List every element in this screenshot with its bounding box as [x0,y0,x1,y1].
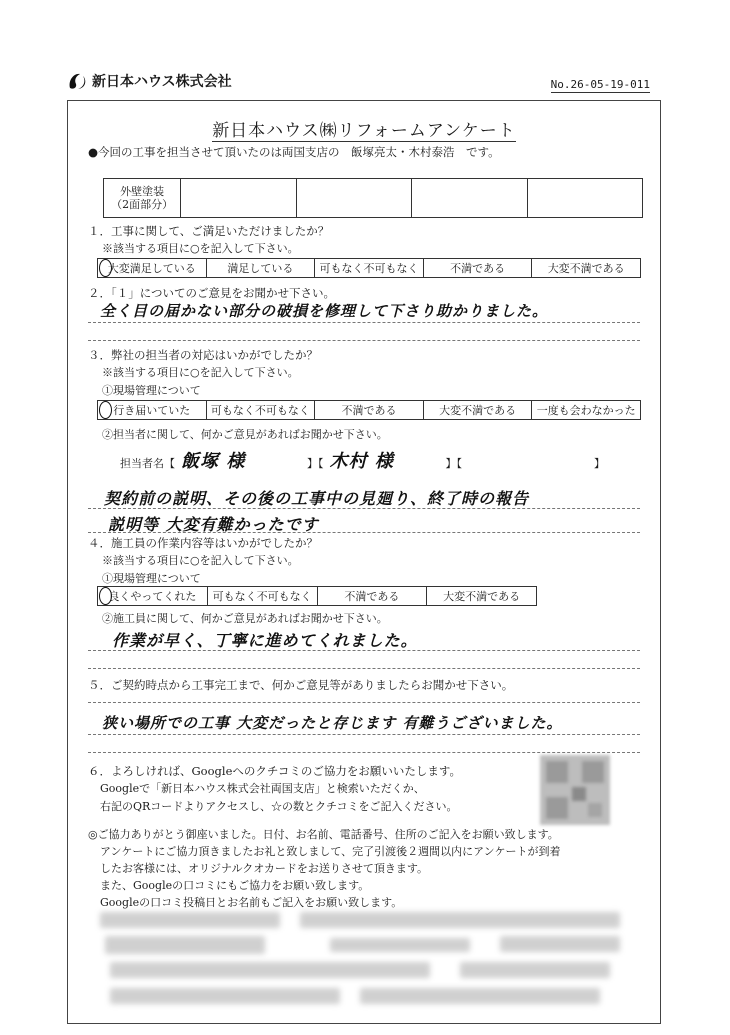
q3-option[interactable]: 一度も会わなかった [532,401,641,420]
q1-option[interactable]: 不満である [423,259,532,278]
selection-circle [99,259,112,277]
selection-circle [99,587,112,605]
document-number: No.26-05-19-011 [550,78,650,91]
q4-option[interactable]: 良くやってくれた [98,587,208,606]
q4-note: ※該当する項目に○を記入して下さい。 [102,554,299,567]
work-table [103,178,643,218]
q3-answer-2: 説明等 大変有難かったです [108,515,319,534]
q4-question: ４．施工員の作業内容等はいかがでしたか？ [88,536,318,550]
answer-line [88,702,640,703]
work-cell [296,179,411,218]
company-logo-icon [66,70,88,92]
q3-note: ※該当する項目に○を記入して下さい。 [102,366,299,379]
answer-line [88,532,640,533]
qr-code[interactable] [540,755,610,825]
form-title: 新日本ハウス㈱リフォームアンケート [212,121,516,141]
q6-line-1: Googleで「新日本ハウス株式会社両国支店」と検索いただくか、 [100,782,425,795]
q5-answer: 狭い場所での工事 大変だったと存じます 有難うございました。 [102,714,563,732]
q1-option[interactable]: 大変満足している [98,259,207,278]
answer-line [88,752,640,753]
q3-option[interactable]: 行き届いていた [98,401,207,420]
q1-option[interactable]: 満足している [206,259,315,278]
work-cell [412,179,527,218]
answer-line [88,668,640,669]
staff-name-1: 飯塚 様 [181,451,246,472]
q4-option[interactable]: 可もなく不可もなく [207,587,317,606]
q6-line-2: 右記のQRコードよりアクセスし、☆の数とクチコミをご記入ください。 [100,800,458,813]
company-name: 新日本ハウス株式会社 [92,74,232,90]
q4-sub2: ②施工員に関して、何かご意見があればお聞かせ下さい。 [102,612,388,625]
q4-sub1: ①現場管理について [102,572,201,585]
q1-option[interactable]: 大変不満である [532,259,641,278]
work-cell [181,179,296,218]
answer-line [88,508,640,509]
q2-answer: 全く目の届かない部分の破損を修理して下さり助かりました。 [100,302,549,320]
answer-line [88,650,640,651]
q3-question: ３．弊社の担当者の対応はいかがでしたか？ [88,348,318,362]
footer-line-5: Googleの口コミ投稿日とお名前もご記入をお願い致します。 [100,896,403,909]
q3-answer-1: 契約前の説明、その後の工事中の見廻り、終了時の報告 [104,489,530,508]
answer-line [88,322,640,323]
q1-question: １．工事に関して、ご満足いただけましたか？ [88,224,330,238]
staff-name-2: 木村 様 [329,451,394,472]
work-item-cell: 外壁塗装 （2面部分） [104,179,181,218]
q1-option[interactable]: 可もなく不可もなく [315,259,424,278]
footer-line-2: アンケートにご協力頂きましたお礼と致しまして、完了引渡後２週間以内にアンケートが到着 [100,845,561,858]
q2-question: ２．「１」についてのご意見をお聞かせ下さい。 [88,286,336,300]
selection-circle [99,401,112,419]
q1-note: ※該当する項目に○を記入して下さい。 [102,242,299,255]
q3-option[interactable]: 不満である [315,401,424,420]
staff-name-row [120,450,605,473]
q3-option[interactable]: 大変不満である [423,401,532,420]
q3-option[interactable]: 可もなく不可もなく [206,401,315,420]
q4-options [97,586,537,606]
work-cell [527,179,642,218]
q1-options [97,258,641,278]
q3-sub2: ②担当者に関して、何かご意見があればお聞かせ下さい。 [102,428,388,441]
bracket: 】【 [307,457,324,470]
intro-text: ●今回の工事を担当させて頂いたのは両国支店の 飯塚亮太・木村泰浩 です。 [88,145,500,159]
footer-line-4: また、Googleの口コミにもご協力をお願い致します。 [100,879,370,892]
answer-line [88,734,640,735]
footer-line-3: したお客様には、オリジナルクオカードをお送りさせて頂きます。 [100,862,429,875]
footer-line-1: ◎ご協力ありがとう御座いました。日付、お名前、電話番号、住所のご記入をお願い致します。 [88,828,559,841]
q4-answer: 作業が早く、丁寧に進めてくれました。 [112,631,418,650]
q3-sub1: ①現場管理について [102,384,201,397]
q4-option[interactable]: 大変不満である [427,587,537,606]
bracket: 】【 】 [445,457,605,470]
q3-options [97,400,641,420]
answer-line [88,340,640,341]
staff-label: 担当者名【 [120,457,175,470]
q5-question: ５．ご契約時点から工事完工まで、何かご意見等がありましたらお聞かせ下さい。 [88,678,514,692]
q4-option[interactable]: 不満である [317,587,427,606]
company-logo [66,70,232,92]
q6-question: ６．よろしければ、Googleへのクチコミのご協力をお願いいたします。 [88,764,461,778]
